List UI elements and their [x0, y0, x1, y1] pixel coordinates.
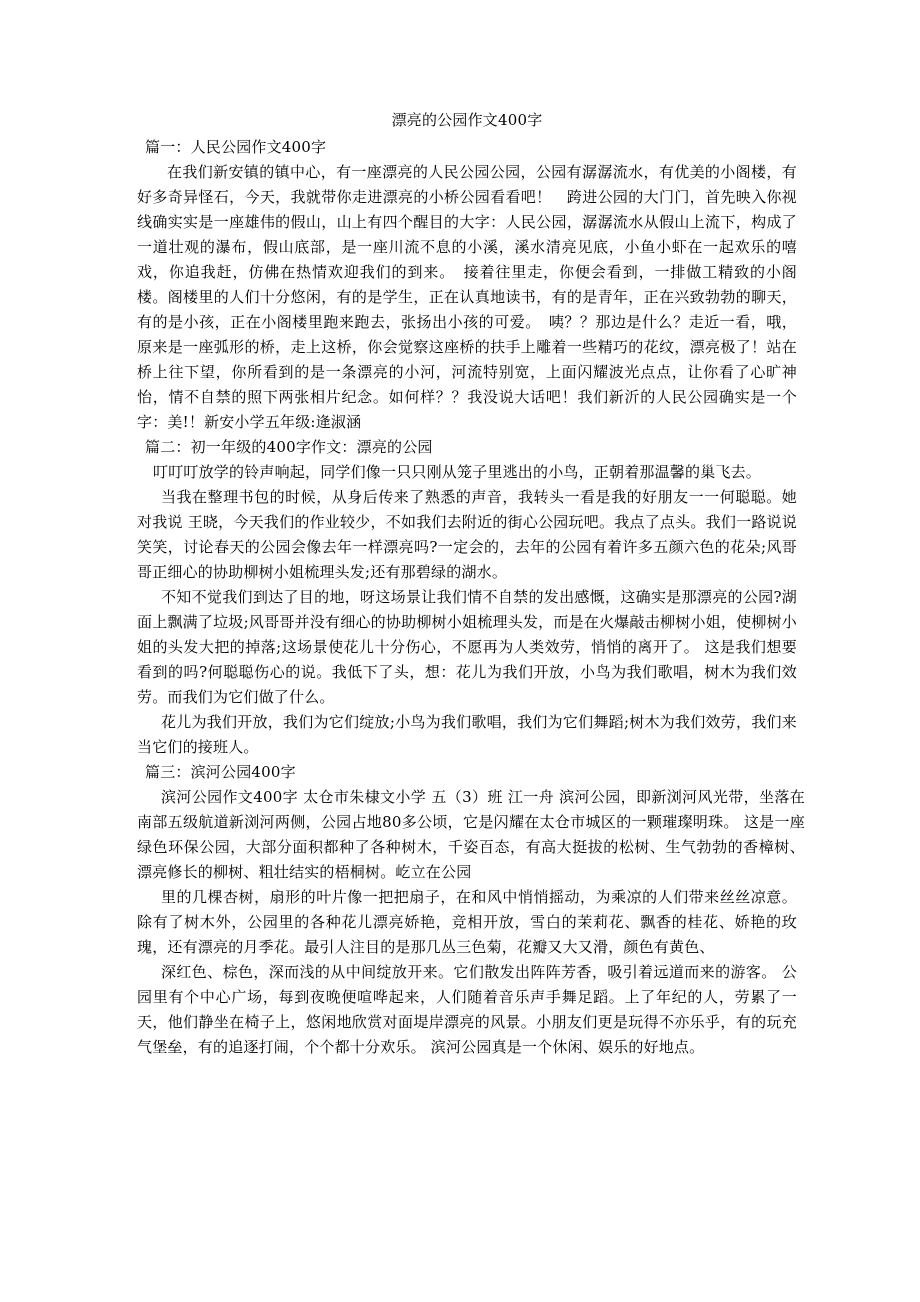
- section-heading: 篇一：人民公园作文400字: [145, 138, 327, 156]
- paragraph: 不知不觉我们到达了目的地，呀这场景让我们情不自禁的发出感慨，这确实是那漂亮的公园?湖面上飘满了垃圾;风哥哥并没有细心的协助柳树小姐梳理头发，而是在火爆敲击柳树小姐，使柳树小姐的头发大把的掉落;这场景使花儿十分伤心，不愿再为人类效劳，悄悄的离开了。 这是我们想要看到的吗?何聪聪伤心的说。我低下了头，想：花儿为我们开放，小鸟为我们歌唱，树木为我们效劳。而我们为它们做了什么。: [137, 588, 797, 706]
- paragraph: 花儿为我们开放，我们为它们绽放;小鸟为我们歌唱，我们为它们舞蹈;树木为我们效劳，我们来当它们的接班人。: [137, 713, 797, 756]
- section-2: [137, 435, 797, 760]
- document-title: 漂亮的公园作文400字: [391, 111, 543, 129]
- paragraph: 里的几棵杏树，扇形的叶片像一把把扇子，在和风中悄悄摇动，为乘凉的人们带来丝丝凉意。 除有了树木外，公园里的各种花儿漂亮娇艳，竞相开放，雪白的茉莉花、飘香的桂花、娇艳的玫瑰，还有漂亮的月季花。最引人注目的是那几丛三色菊，花瓣又大又滑，颜色有黄色、: [137, 888, 797, 956]
- section-1: [137, 135, 797, 435]
- document-content: [137, 108, 805, 1060]
- paragraph: 当我在整理书包的时候，从身后传来了熟悉的声音，我转头一看是我的好朋友一一何聪聪。她对我说 王晓，今天我们的作业较少，不如我们去附近的街心公园玩吧。我点了点头。我们一路说说笑笑，讨论春天的公园会像去年一样漂亮吗?一定会的，去年的公园有着许多五颜六色的花朵;风哥哥正细心的协助柳树小姐梳理头发;还有那碧绿的湖水。: [137, 488, 797, 581]
- paragraph: 在我们新安镇的镇中心，有一座漂亮的人民公园公园，公园有潺潺流水，有优美的小阁楼，有好多奇异怪石，今天，我就带你走进漂亮的小桥公园看看吧！ 跨进公园的大门门，首先映入你视线确实实是一座雄伟的假山，山上有四个醒目的大字：人民公园，潺潺流水从假山上流下，构成了一道壮观的瀑布，假山底部，是一座川流不息的小溪，溪水清亮见底，小鱼小虾在一起欢乐的嘻戏，你追我赶，仿佛在热情欢迎我们的到来。 接着往里走，你便会看到，一排做工精致的小阁楼。阁楼里的人们十分悠闲，有的是学生，正在认真地读书，有的是青年，正在兴致勃勃的聊天，有的是小孩，正在小阁楼里跑来跑去，张扬出小孩的可爱。 咦？？那边是什么？走近一看，哦，原来是一座弧形的桥，走上这桥，你会觉察这座桥的扶手上雕着一些精巧的花纹，漂亮极了！站在桥上往下望，你所看到的是一条漂亮的小河，河流特别宽，上面闪耀波光点点，让你看了心旷神怡，情不自禁的照下两张相片纪念。如何样？？我没说大话吧！我们新沂的人民公园确实是一个字：美!！新安小学五年级:逄淑涵: [137, 163, 797, 431]
- paragraph: 深红色、棕色，深而浅的从中间绽放开来。它们散发出阵阵芳香，吸引着远道而来的游客。 公园里有个中心广场，每到夜晚便喧哗起来，人们随着音乐声手舞足蹈。上了年纪的人，劳累了一天，他们静坐在椅子上，悠闲地欣赏对面堤岸漂亮的风景。小朋友们更是玩得不亦乐乎，有的玩充气堡垒，有的追逐打闹，个个都十分欢乐。 滨河公园真是一个休闲、娱乐的好地点。: [137, 963, 797, 1056]
- section-3: [137, 760, 805, 1060]
- section-heading: 篇三：滨河公园400字: [145, 763, 296, 781]
- section-heading: 篇二：初一年级的400字作文：漂亮的公园: [145, 438, 433, 456]
- paragraph: 滨河公园作文400字 太仓市朱棣文小学 五（3）班 江一舟 滨河公园，即新浏河风光带，坐落在南部五级航道新浏河两侧，公园占地80多公顷，它是闪耀在太仓市城区的一颗璀璨明珠。 这是一座绿色环保公园，大部分面积都种了各种树木，千姿百态，有高大挺拔的松树、生气勃勃的香樟树、漂亮修长的柳树、粗壮结实的梧桐树。屹立在公园: [137, 788, 805, 881]
- paragraph: 叮叮叮放学的铃声响起，同学们像一只只刚从笼子里逃出的小鸟，正朝着那温馨的巢飞去。: [153, 463, 762, 481]
